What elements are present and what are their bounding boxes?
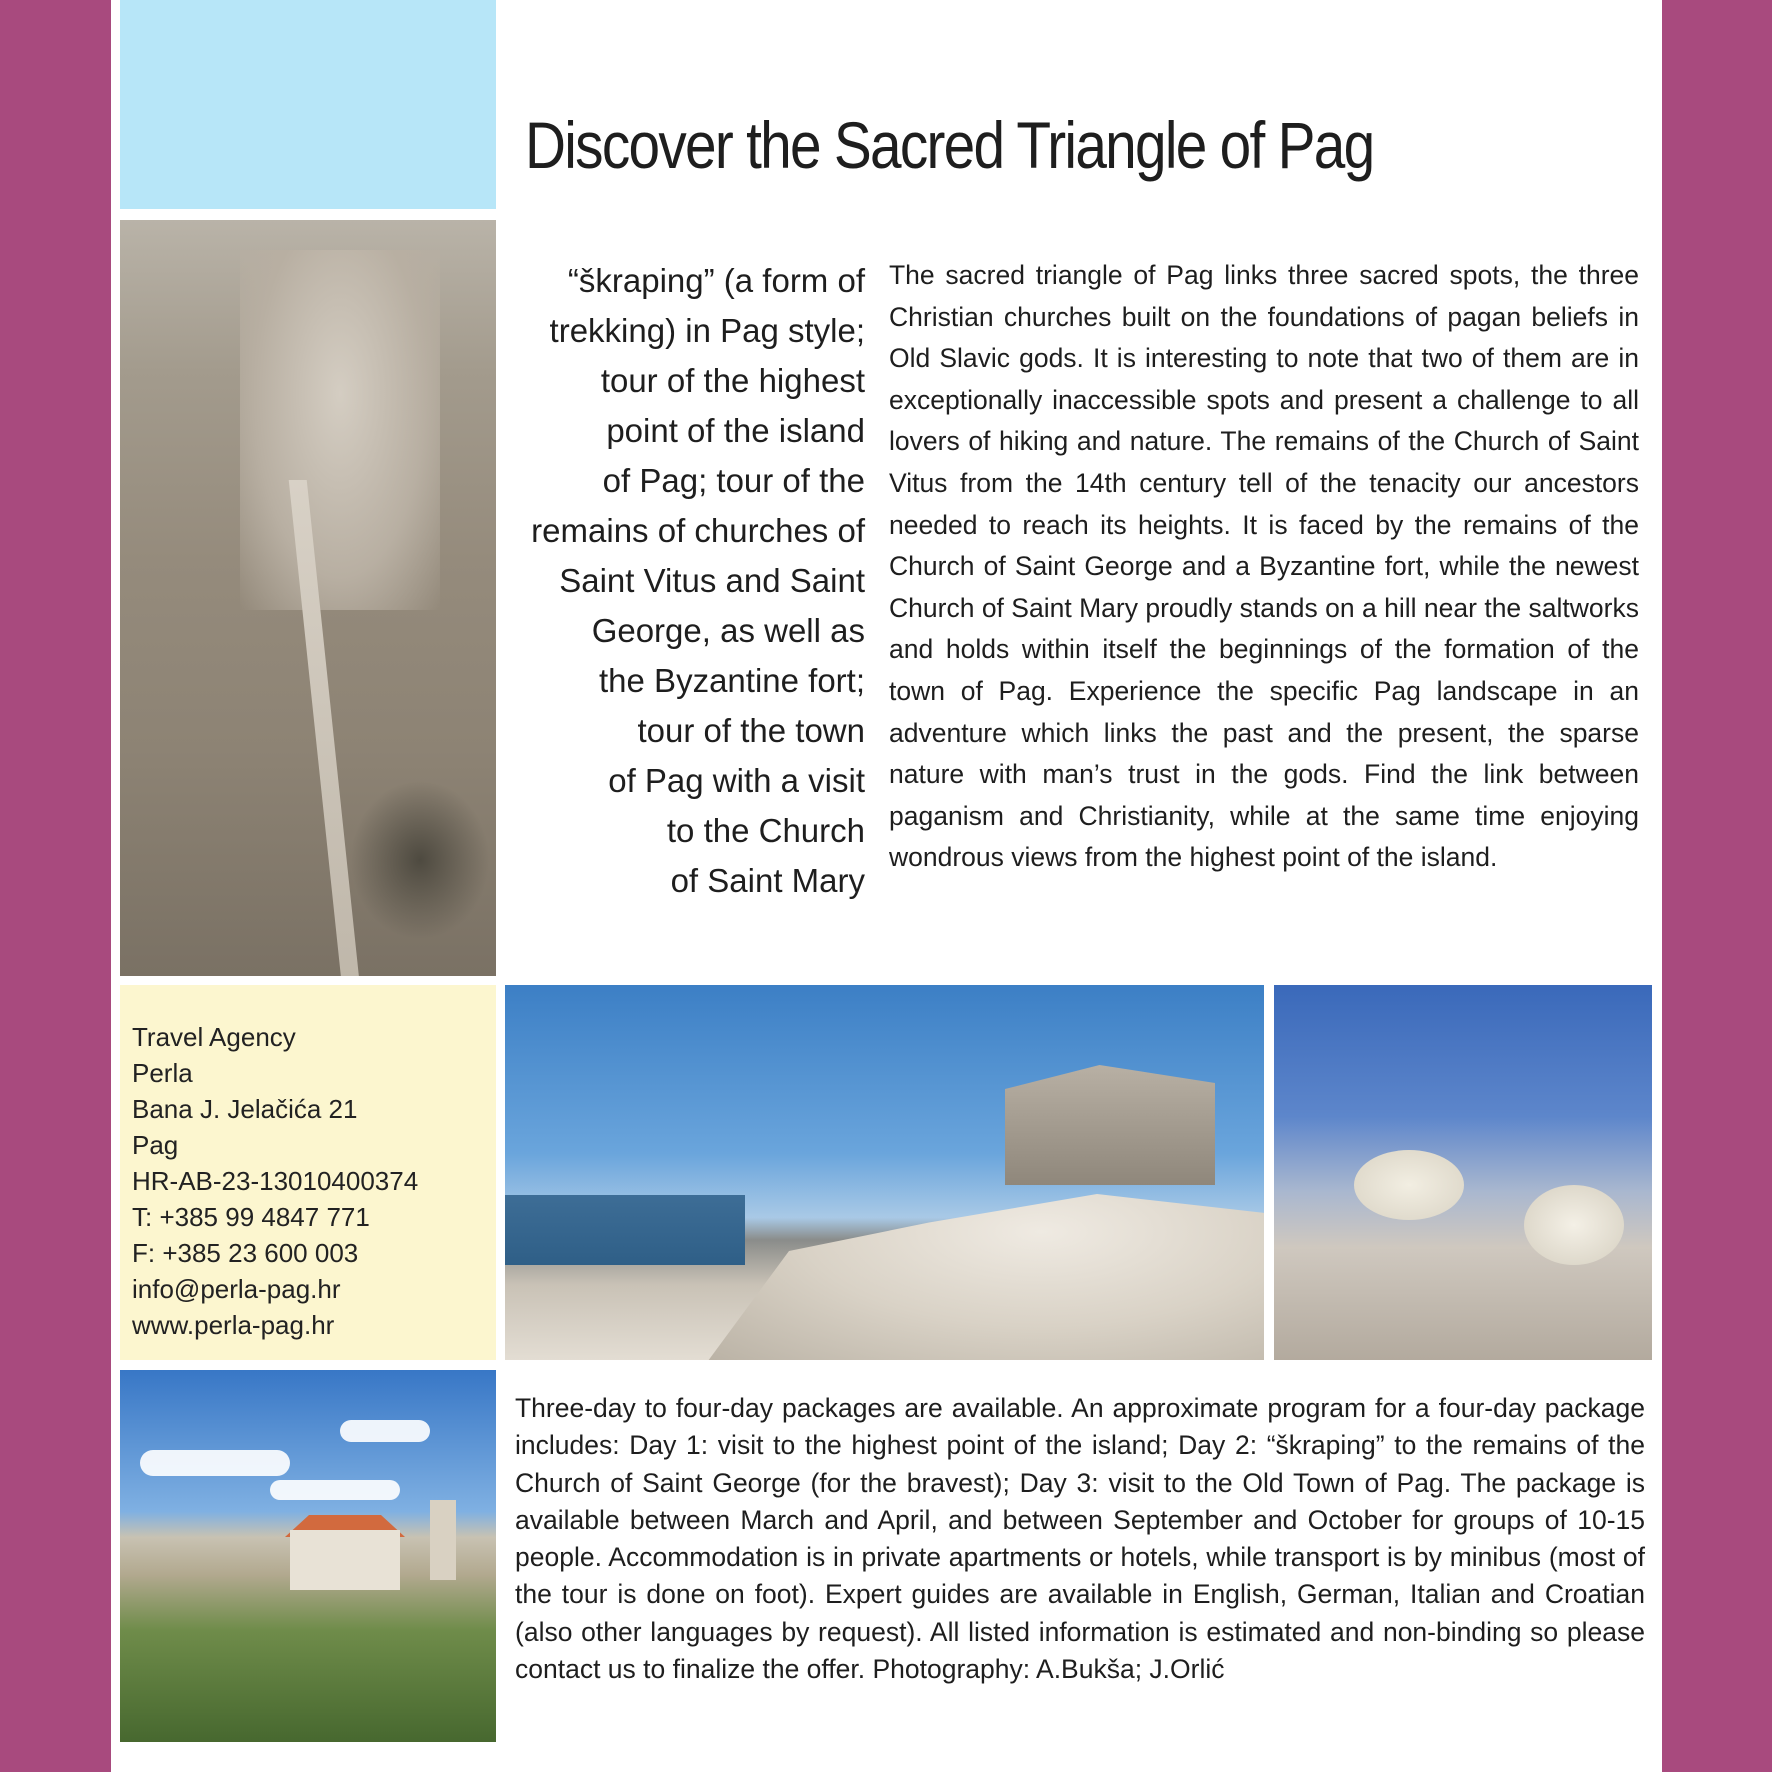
highlight-line: trekking) in Pag style; xyxy=(549,312,865,349)
highlight-line: Saint Vitus and Saint xyxy=(559,562,865,599)
highlight-line: to the Church xyxy=(666,812,865,849)
agency-email-link[interactable]: info@perla-pag.hr xyxy=(132,1274,341,1304)
agency-street: Bana J. Jelačića 21 xyxy=(132,1094,358,1124)
photo-church-ruin xyxy=(505,985,1264,1360)
highlight-line: remains of churches of xyxy=(531,512,865,549)
photo-stone-wall-ridge xyxy=(120,220,496,976)
photo-sheep-on-rocks xyxy=(1274,985,1652,1360)
agency-name: Perla xyxy=(132,1058,193,1088)
highlight-line: tour of the highest xyxy=(600,362,865,399)
package-details-paragraph: Three-day to four-day packages are available. An approximate program for a four-day package includes: Day 1: visit to the highest point of the island; Day 2: “škraping” to the remains of the Church of Saint George (for the bravest); Day 3: visit to the Old Town of Pag. The package is available between March and April, and between September and October for groups of 10-15 people. Accommodation is in private apartments or hotels, while transport is by minibus (most of the tour is done on foot). Expert guides are available in English, German, Italian and Croatian (also other languages by request). All listed information is estimated and non-binding so please contact us to finalize the offer. Photography: A.Bukša; J.Orlić xyxy=(515,1393,1645,1685)
highlight-line: George, as well as xyxy=(591,612,865,649)
highlight-line: the Byzantine fort; xyxy=(599,662,865,699)
highlight-line: tour of the town xyxy=(637,712,865,749)
page-title: Discover the Sacred Triangle of Pag xyxy=(525,108,1374,182)
highlight-line: of Pag; tour of the xyxy=(602,462,865,499)
agency-license: HR-AB-23-13010400374 xyxy=(132,1166,419,1196)
agency-label: Travel Agency xyxy=(132,1022,296,1052)
intro-paragraph: The sacred triangle of Pag links three sacred spots, the three Christian churches built on the foundations of pagan beliefs in Old Slavic gods. It is interesting to note that two of them are in exceptionally inaccessible spots and present a challenge to all lovers of hiking and nature. The remains of the Church of Saint Vitus from the 14th century tell of the tenacity our ancestors needed to reach its heights. It is faced by the remains of the Church of Saint George and a Byzantine fort, while the newest Church of Saint Mary proudly stands on a hill near the saltworks and holds within itself the beginnings of the formation of the town of Pag. Experience the specific Pag landscape in an adventure which links the past and the present, the sparse nature with man’s trust in the gods. Find the link between paganism and Christianity, while at the same time enjoying wondrous views from the highest point of the island. xyxy=(889,260,1639,873)
agency-phone: T: +385 99 4847 771 xyxy=(132,1202,370,1232)
highlights-column xyxy=(520,256,865,906)
contact-box xyxy=(120,985,496,1360)
highlight-line: “škraping” (a form of xyxy=(567,262,865,299)
agency-website-link[interactable]: www.perla-pag.hr xyxy=(132,1310,335,1340)
agency-city: Pag xyxy=(132,1130,179,1160)
sky-color-block xyxy=(120,0,496,209)
highlight-line: of Saint Mary xyxy=(670,862,865,899)
photo-church-saint-mary xyxy=(120,1370,496,1742)
highlight-line: of Pag with a visit xyxy=(608,762,865,799)
agency-fax: F: +385 23 600 003 xyxy=(132,1238,359,1268)
highlight-line: point of the island xyxy=(606,412,865,449)
